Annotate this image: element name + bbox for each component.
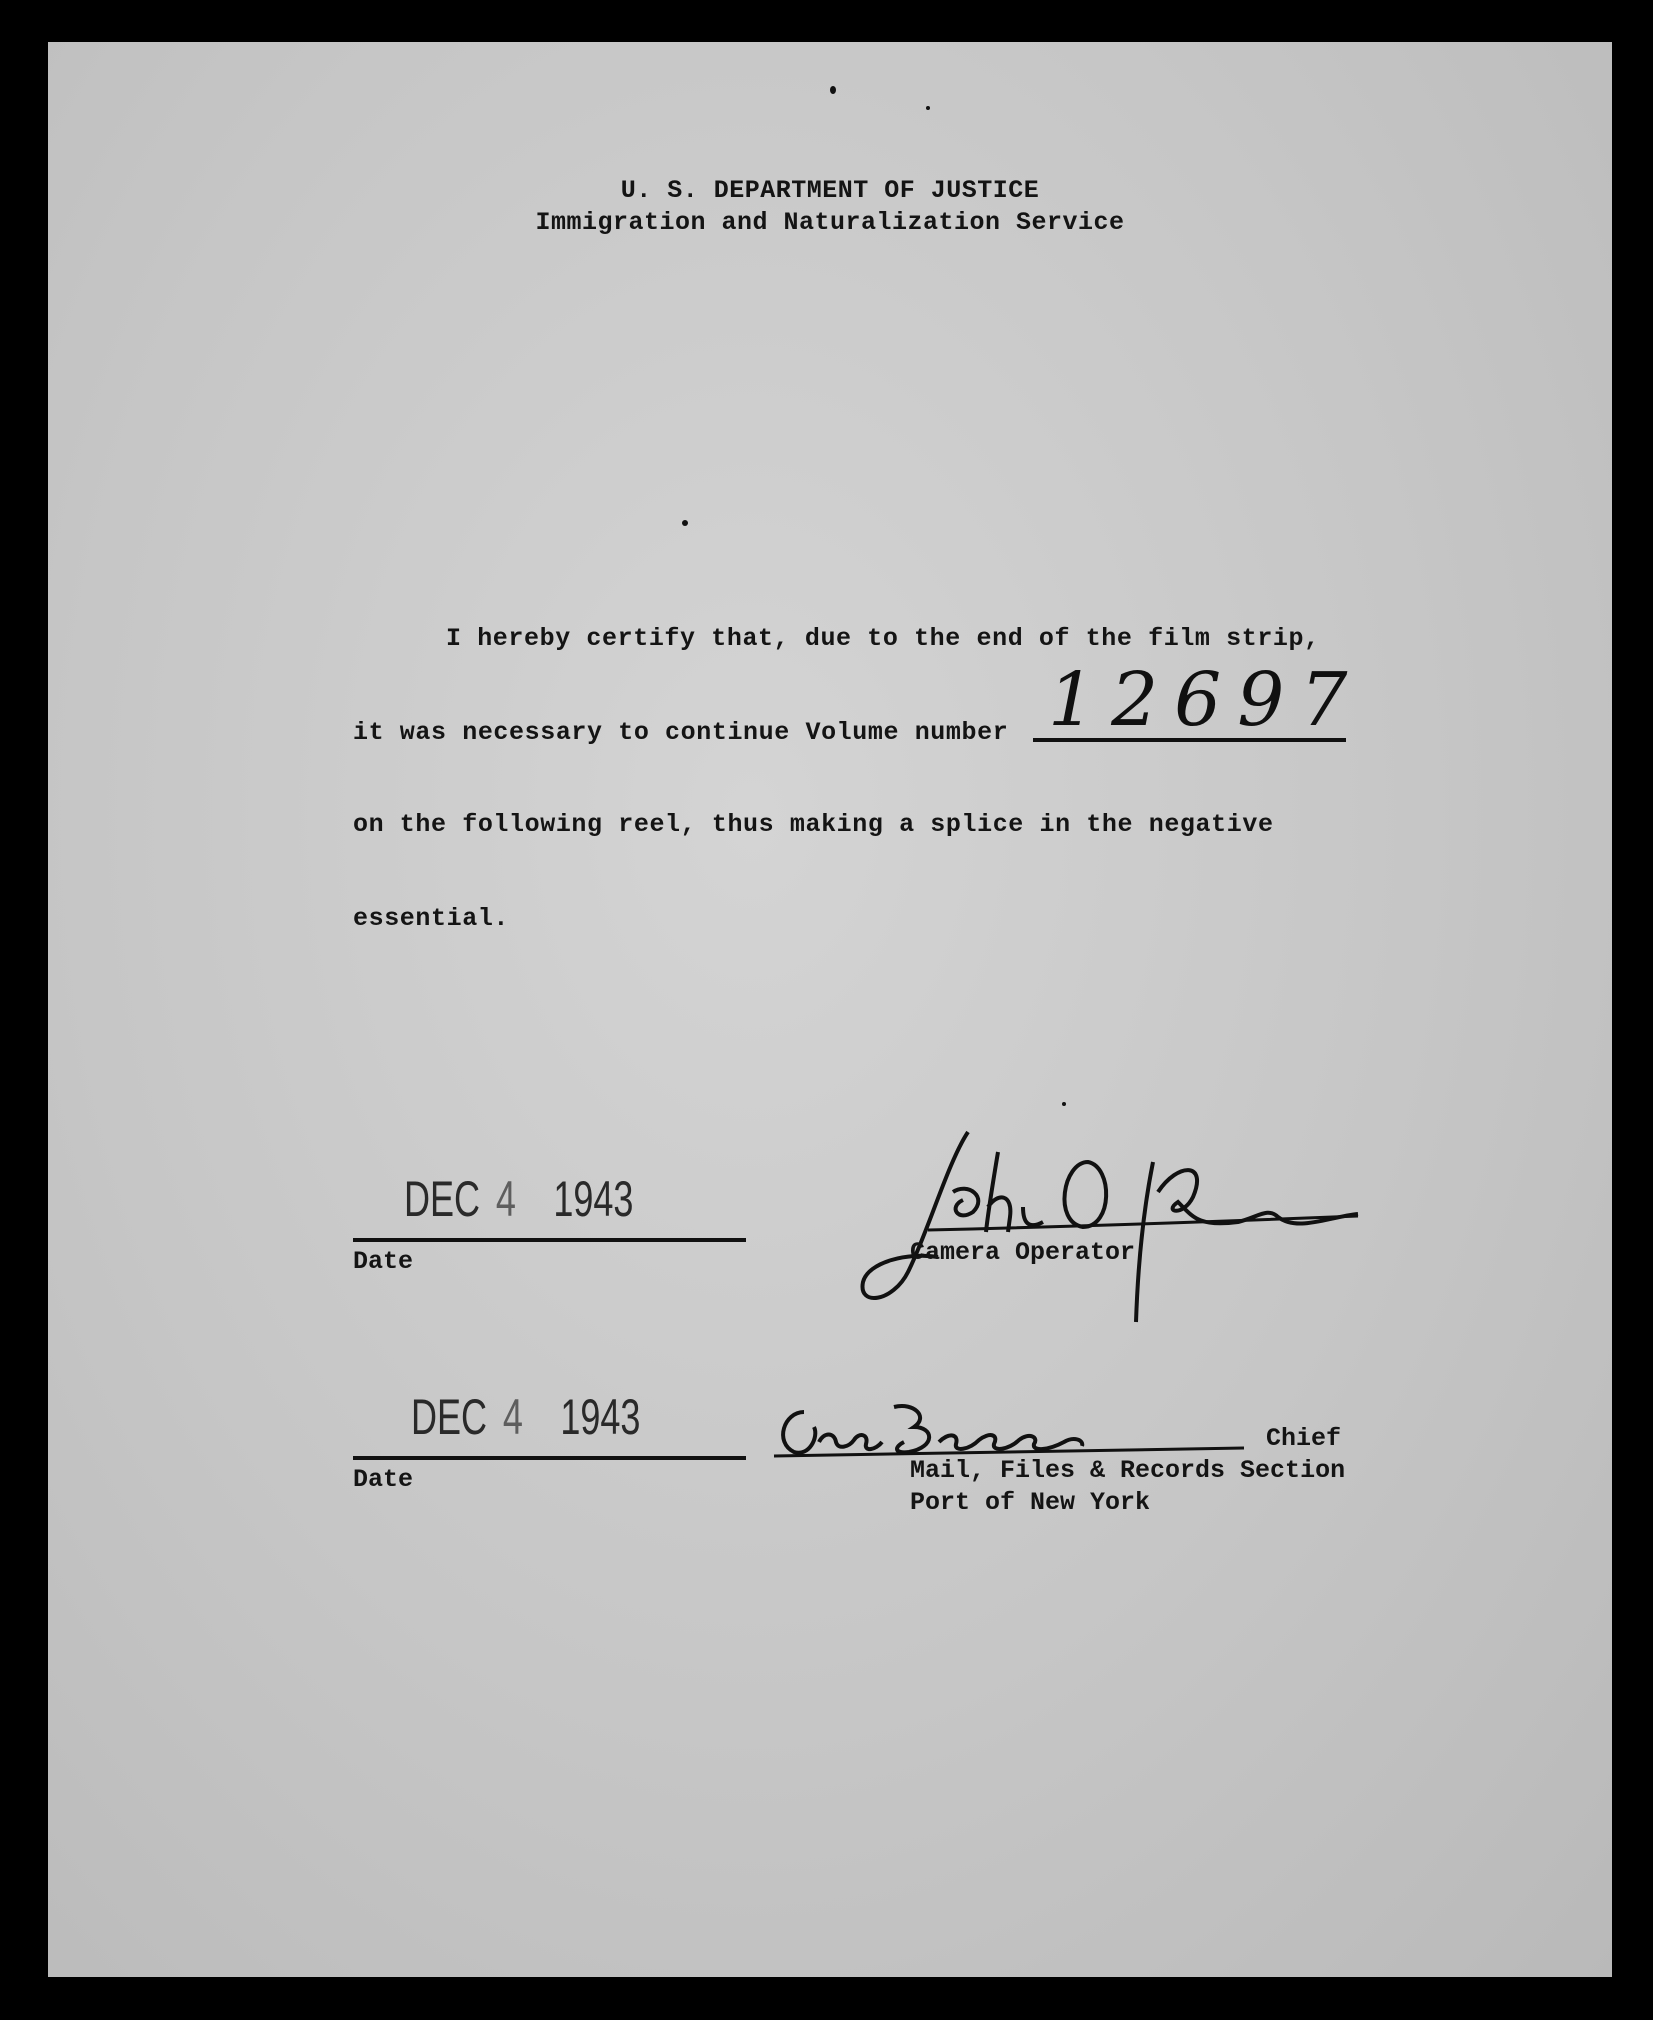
date-stamp xyxy=(404,1170,633,1228)
location-line: Port of New York xyxy=(910,1488,1151,1517)
date-label: Date xyxy=(353,1465,414,1494)
date-rule xyxy=(353,1238,746,1242)
stamp-year: 1943 xyxy=(560,1389,641,1445)
document-sheet xyxy=(48,42,1612,1977)
chief-title: Chief xyxy=(1266,1424,1342,1453)
camera-operator-signature xyxy=(838,1122,1358,1322)
stamp-month: DEC xyxy=(404,1171,481,1227)
stamp-year: 1943 xyxy=(553,1171,634,1227)
dust-speck xyxy=(830,86,836,94)
section-line: Mail, Files & Records Section xyxy=(910,1456,1346,1485)
date-label: Date xyxy=(353,1247,414,1276)
department-heading: U. S. DEPARTMENT OF JUSTICE xyxy=(620,176,1040,205)
stamp-month: DEC xyxy=(411,1389,488,1445)
date-rule xyxy=(353,1456,746,1460)
certificate-line-3: on the following reel, thus making a splice in the negative xyxy=(353,810,1274,839)
date-stamp xyxy=(411,1388,640,1446)
dust-speck xyxy=(682,520,688,526)
stamp-day: 4 xyxy=(502,1389,523,1445)
certificate-line-4: essential. xyxy=(353,904,510,933)
dust-speck xyxy=(926,106,930,110)
certificate-line-2: it was necessary to continue Volume number xyxy=(353,718,1009,747)
camera-operator-title: Camera Operator xyxy=(910,1238,1136,1267)
dust-speck xyxy=(1062,1102,1066,1106)
volume-number-handwritten: 12697 xyxy=(1048,657,1364,743)
service-heading: Immigration and Naturalization Service xyxy=(535,208,1125,237)
certificate-line-1: I hereby certify that, due to the end of the film strip, xyxy=(446,624,1320,653)
stamp-day: 4 xyxy=(495,1171,516,1227)
